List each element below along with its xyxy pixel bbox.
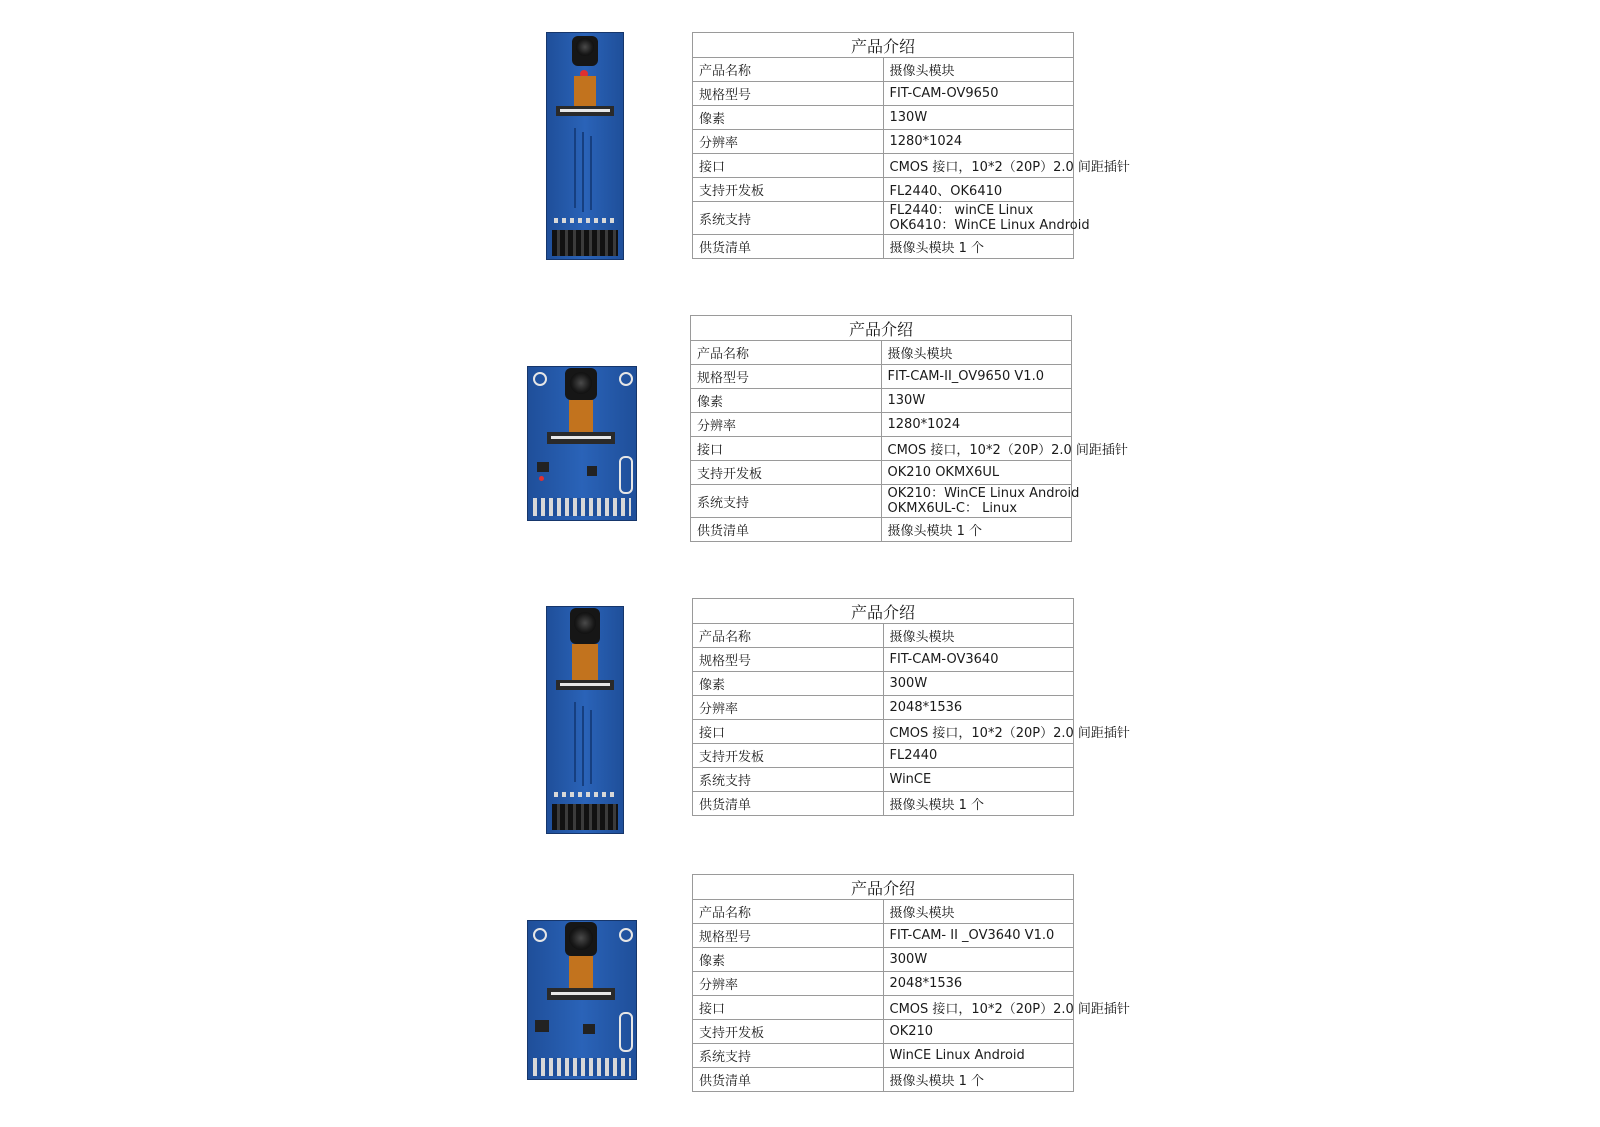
- row-key: 接口: [693, 996, 884, 1020]
- row-key: 产品名称: [693, 900, 884, 924]
- row-key: 系统支持: [691, 485, 882, 518]
- camera-board-image: [546, 606, 624, 834]
- row-key: 规格型号: [693, 648, 884, 672]
- row-key: 系统支持: [693, 1044, 884, 1068]
- row-value: CMOS 接口，10*2（20P）2.0 间距插针: [881, 437, 1072, 461]
- camera-board-image: [546, 32, 624, 260]
- table-row: [691, 413, 1072, 437]
- table-row: [691, 461, 1072, 485]
- table-title: 产品介绍: [691, 316, 1072, 341]
- row-key: 支持开发板: [691, 461, 882, 485]
- row-key: 分辨率: [693, 130, 884, 154]
- row-key: 接口: [693, 154, 884, 178]
- table-row: [693, 972, 1074, 996]
- table-row: [693, 1044, 1074, 1068]
- table-row: [693, 1020, 1074, 1044]
- row-key: 系统支持: [693, 202, 884, 235]
- table-row: [691, 341, 1072, 365]
- row-key: 规格型号: [693, 924, 884, 948]
- table-row: [693, 178, 1074, 202]
- table-row: [693, 624, 1074, 648]
- row-key: 分辨率: [693, 696, 884, 720]
- row-key: 像素: [691, 389, 882, 413]
- row-value: [883, 202, 1090, 235]
- row-value: CMOS 接口，10*2（20P）2.0 间距插针: [883, 154, 1074, 178]
- row-key: 供货清单: [693, 1068, 884, 1092]
- table-row: [693, 900, 1074, 924]
- value-line: OKMX6UL-C： Linux: [887, 501, 1018, 516]
- table-row: [693, 130, 1074, 154]
- value-line: OK6410：WinCE Linux Android: [889, 218, 1090, 233]
- row-key: 接口: [691, 437, 882, 461]
- row-value: 2048*1536: [883, 696, 1074, 720]
- row-value: 摄像头模块: [881, 341, 1072, 365]
- row-key: 产品名称: [693, 624, 884, 648]
- table-row: [693, 948, 1074, 972]
- table-row: [693, 154, 1074, 178]
- row-key: 规格型号: [691, 365, 882, 389]
- table-row: [691, 485, 1072, 518]
- row-key: 像素: [693, 106, 884, 130]
- table-row: [693, 768, 1074, 792]
- row-key: 像素: [693, 672, 884, 696]
- row-value: 300W: [883, 672, 1074, 696]
- row-value: FIT-CAM-OV3640: [883, 648, 1074, 672]
- row-key: 分辨率: [693, 972, 884, 996]
- row-key: 支持开发板: [693, 1020, 884, 1044]
- row-value: WinCE Linux Android: [883, 1044, 1074, 1068]
- row-key: 供货清单: [693, 792, 884, 816]
- row-value: 2048*1536: [883, 972, 1074, 996]
- camera-board-image: [527, 366, 637, 521]
- row-key: 产品名称: [691, 341, 882, 365]
- table-row: [693, 744, 1074, 768]
- camera-board-image: [527, 920, 637, 1080]
- row-value: FIT-CAM-II_OV9650 V1.0: [881, 365, 1072, 389]
- row-value: CMOS 接口，10*2（20P）2.0 间距插针: [883, 996, 1074, 1020]
- row-key: 像素: [693, 948, 884, 972]
- row-key: 规格型号: [693, 82, 884, 106]
- row-value: FL2440: [883, 744, 1074, 768]
- row-value: 130W: [881, 389, 1072, 413]
- table-row: [693, 672, 1074, 696]
- table-title: 产品介绍: [693, 599, 1074, 624]
- row-value: WinCE: [883, 768, 1074, 792]
- table-row: [693, 82, 1074, 106]
- table-row: [691, 518, 1072, 542]
- row-key: 支持开发板: [693, 744, 884, 768]
- row-value: 1280*1024: [881, 413, 1072, 437]
- row-value: FIT-CAM-OV9650: [883, 82, 1074, 106]
- row-value: FL2440、OK6410: [883, 178, 1074, 202]
- row-value: [881, 485, 1080, 518]
- row-value: CMOS 接口，10*2（20P）2.0 间距插针: [883, 720, 1074, 744]
- row-key: 供货清单: [693, 235, 884, 259]
- row-value: 300W: [883, 948, 1074, 972]
- row-value: 摄像头模块 1 个: [883, 1068, 1074, 1092]
- table-row: [693, 924, 1074, 948]
- row-value: 摄像头模块: [883, 900, 1074, 924]
- row-key: 供货清单: [691, 518, 882, 542]
- row-value: OK210: [883, 1020, 1074, 1044]
- row-value: 摄像头模块: [883, 58, 1074, 82]
- table-row: [691, 365, 1072, 389]
- row-value: OK210 OKMX6UL: [881, 461, 1072, 485]
- table-row: [693, 58, 1074, 82]
- table-row: [693, 696, 1074, 720]
- table-title: 产品介绍: [693, 875, 1074, 900]
- table-row: [693, 106, 1074, 130]
- table-row: [693, 996, 1074, 1020]
- spec-table: [692, 874, 1130, 1092]
- spec-table: [690, 315, 1128, 542]
- row-value: 摄像头模块 1 个: [883, 792, 1074, 816]
- row-value: 摄像头模块 1 个: [883, 235, 1074, 259]
- row-value: 130W: [883, 106, 1074, 130]
- row-key: 接口: [693, 720, 884, 744]
- table-row: [693, 648, 1074, 672]
- table-row: [693, 720, 1074, 744]
- row-value: 摄像头模块 1 个: [881, 518, 1072, 542]
- table-title: 产品介绍: [693, 33, 1074, 58]
- value-line: OK210：WinCE Linux Android: [887, 486, 1080, 501]
- table-row: [693, 792, 1074, 816]
- table-row: [691, 389, 1072, 413]
- row-key: 系统支持: [693, 768, 884, 792]
- spec-table: [692, 32, 1130, 259]
- spec-table: [692, 598, 1130, 816]
- value-line: FL2440： winCE Linux: [889, 203, 1034, 218]
- row-value: 摄像头模块: [883, 624, 1074, 648]
- table-row: [693, 1068, 1074, 1092]
- row-value: 1280*1024: [883, 130, 1074, 154]
- row-key: 分辨率: [691, 413, 882, 437]
- row-key: 产品名称: [693, 58, 884, 82]
- row-key: 支持开发板: [693, 178, 884, 202]
- table-row: [693, 235, 1074, 259]
- table-row: [691, 437, 1072, 461]
- table-row: [693, 202, 1074, 235]
- row-value: FIT-CAM- II _OV3640 V1.0: [883, 924, 1074, 948]
